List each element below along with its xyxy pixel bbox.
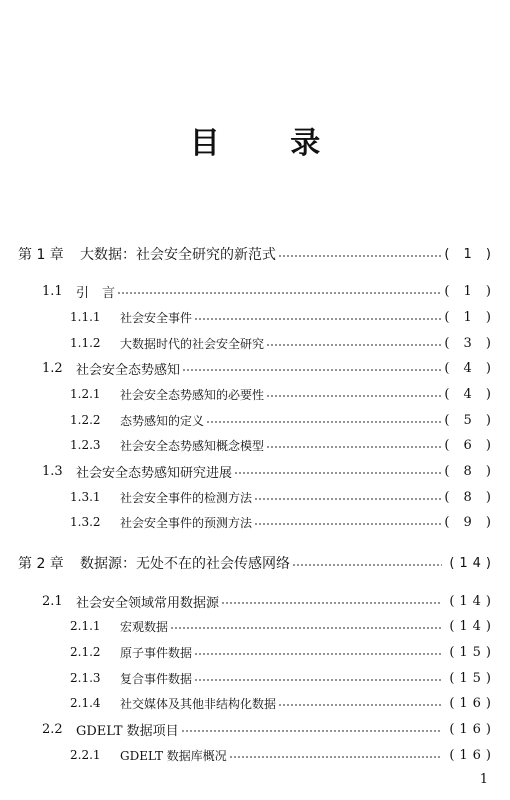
entry-page: ( 4 ) bbox=[444, 360, 496, 376]
entry-number: 第 2 章 bbox=[18, 556, 64, 572]
dot-leader bbox=[221, 602, 442, 604]
entry-title: GDELT 数据项目 bbox=[76, 723, 179, 739]
entry-page: ( 9 ) bbox=[444, 514, 496, 530]
dot-leader bbox=[266, 446, 442, 448]
toc-entry-1-1[interactable] bbox=[0, 280, 510, 302]
entry-title: 原子事件数据 bbox=[120, 645, 193, 660]
entry-title: 引 言 bbox=[76, 285, 116, 301]
toc-entry-chapter-1[interactable] bbox=[0, 243, 510, 265]
entry-page: ( 1 ) bbox=[444, 246, 496, 262]
entry-page: ( 6 ) bbox=[444, 437, 496, 453]
toc-entry-1-2-1[interactable] bbox=[0, 383, 510, 405]
page-title: 目 录 bbox=[189, 126, 351, 161]
entry-number: 1.3.1 bbox=[70, 490, 101, 504]
entry-page: (15) bbox=[449, 644, 496, 660]
dot-leader bbox=[254, 498, 442, 500]
entry-title: 社会安全领域常用数据源 bbox=[76, 595, 220, 611]
dot-leader bbox=[117, 292, 442, 294]
dot-leader bbox=[266, 344, 442, 346]
toc-entry-1-2-2[interactable] bbox=[0, 409, 510, 431]
toc-entry-1-1-1[interactable] bbox=[0, 306, 510, 328]
toc-entry-2-1[interactable] bbox=[0, 590, 510, 612]
entry-page: ( 8 ) bbox=[444, 463, 496, 479]
entry-page: (14) bbox=[449, 555, 496, 571]
entry-number: 1.2 bbox=[42, 360, 63, 376]
entry-title: 宏观数据 bbox=[120, 619, 169, 634]
entry-number: 1.1.2 bbox=[70, 336, 101, 350]
entry-page: (14) bbox=[449, 618, 496, 634]
entry-title: GDELT 数据库概况 bbox=[120, 748, 227, 763]
dot-leader bbox=[182, 369, 442, 371]
entry-page: (16) bbox=[449, 721, 496, 737]
entry-number: 2.1.1 bbox=[70, 619, 101, 633]
dot-leader bbox=[266, 395, 442, 397]
dot-leader bbox=[194, 318, 442, 320]
entry-number: 2.1.2 bbox=[70, 645, 101, 659]
entry-number: 1.2.3 bbox=[70, 438, 101, 452]
toc-entry-1-1-2[interactable] bbox=[0, 332, 510, 354]
toc-entry-1-2[interactable] bbox=[0, 357, 510, 379]
dot-leader bbox=[292, 564, 442, 566]
entry-page: ( 1 ) bbox=[444, 309, 496, 325]
toc-entry-1-3-2[interactable] bbox=[0, 511, 510, 533]
entry-page: (14) bbox=[449, 593, 496, 609]
entry-page: (16) bbox=[449, 747, 496, 763]
entry-number: 第 1 章 bbox=[18, 247, 64, 263]
entry-number: 2.2 bbox=[42, 721, 63, 737]
entry-number: 1.1 bbox=[42, 283, 63, 299]
entry-title: 大数据时代的社会安全研究 bbox=[120, 336, 265, 351]
dot-leader bbox=[206, 421, 442, 423]
entry-title: 社会安全事件的预测方法 bbox=[120, 515, 253, 530]
entry-title: 复合事件数据 bbox=[120, 671, 193, 686]
entry-title: 大数据：社会安全研究的新范式 bbox=[80, 247, 276, 263]
entry-title: 社会安全事件 bbox=[120, 310, 193, 325]
dot-leader bbox=[278, 704, 442, 706]
dot-leader bbox=[194, 679, 442, 681]
toc-entry-1-2-3[interactable] bbox=[0, 434, 510, 456]
entry-title: 社会安全态势感知 bbox=[76, 362, 181, 378]
entry-title: 社会安全态势感知研究进展 bbox=[76, 465, 233, 481]
toc-entry-2-1-4[interactable] bbox=[0, 692, 510, 714]
entry-number: 1.2.2 bbox=[70, 413, 101, 427]
toc-entry-1-3-1[interactable] bbox=[0, 486, 510, 508]
entry-page: ( 3 ) bbox=[444, 335, 496, 351]
entry-number: 2.2.1 bbox=[70, 748, 101, 762]
dot-leader bbox=[278, 255, 442, 257]
entry-page: (16) bbox=[449, 695, 496, 711]
entry-page: ( 8 ) bbox=[444, 489, 496, 505]
toc-entry-chapter-2[interactable] bbox=[0, 552, 510, 574]
entry-number: 1.2.1 bbox=[70, 387, 101, 401]
dot-leader bbox=[234, 472, 442, 474]
entry-number: 2.1.3 bbox=[70, 671, 101, 685]
entry-title: 数据源：无处不在的社会传感网络 bbox=[80, 556, 290, 572]
entry-title: 态势感知的定义 bbox=[120, 413, 205, 428]
entry-number: 1.3 bbox=[42, 463, 63, 479]
toc-entry-1-3[interactable] bbox=[0, 460, 510, 482]
dot-leader bbox=[170, 627, 442, 629]
entry-title: 社会安全态势感知的必要性 bbox=[120, 387, 265, 402]
dot-leader bbox=[181, 730, 442, 732]
toc-entry-2-2[interactable] bbox=[0, 718, 510, 740]
entry-title: 社会安全态势感知概念模型 bbox=[120, 438, 265, 453]
toc-entry-2-1-3[interactable] bbox=[0, 667, 510, 689]
entry-number: 1.1.1 bbox=[70, 310, 101, 324]
entry-number: 1.3.2 bbox=[70, 515, 101, 529]
entry-page: ( 5 ) bbox=[444, 412, 496, 428]
toc-entry-2-2-1[interactable] bbox=[0, 744, 510, 766]
dot-leader bbox=[194, 653, 442, 655]
dot-leader bbox=[254, 523, 442, 525]
page-number: 1 bbox=[479, 772, 488, 787]
entry-page: (15) bbox=[449, 670, 496, 686]
entry-number: 2.1.4 bbox=[70, 696, 101, 710]
entry-title: 社会安全事件的检测方法 bbox=[120, 490, 253, 505]
entry-page: ( 4 ) bbox=[444, 386, 496, 402]
toc-entry-2-1-1[interactable] bbox=[0, 615, 510, 637]
entry-page: ( 1 ) bbox=[444, 283, 496, 299]
toc-entry-2-1-2[interactable] bbox=[0, 641, 510, 663]
entry-title: 社交媒体及其他非结构化数据 bbox=[120, 696, 277, 711]
entry-number: 2.1 bbox=[42, 593, 63, 609]
dot-leader bbox=[229, 756, 442, 758]
